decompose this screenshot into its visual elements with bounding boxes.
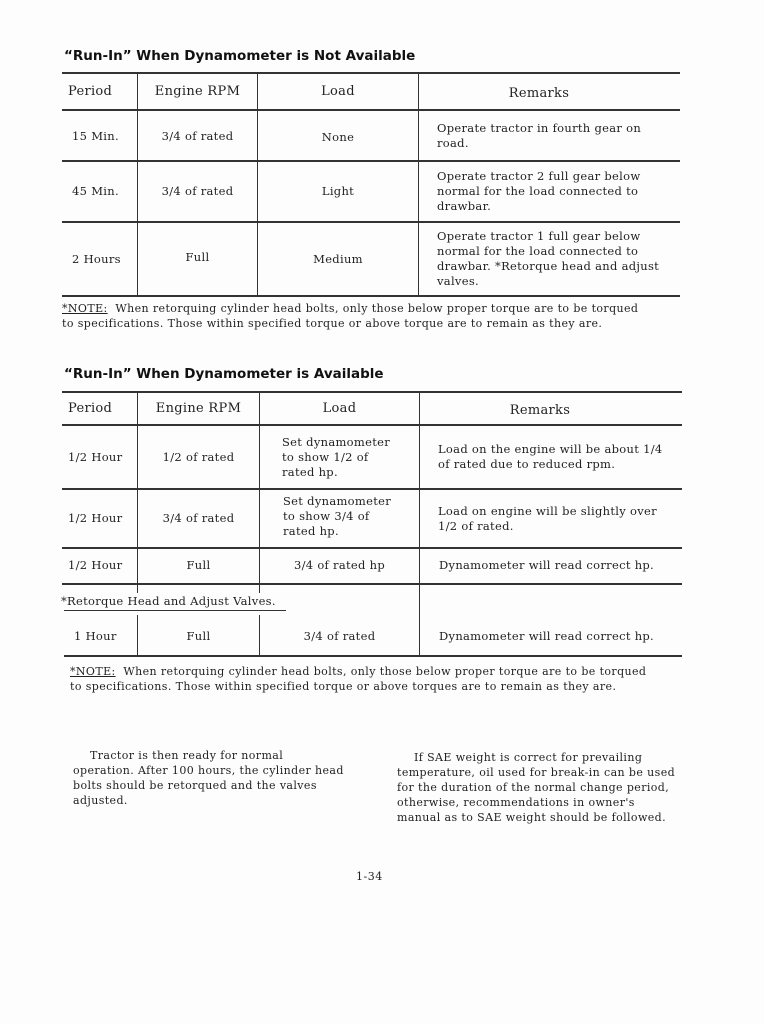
- header-period: Period: [68, 401, 113, 416]
- table-cell: Set dynamometer to show 3/4 of rated hp.: [283, 494, 392, 538]
- table-cell: 3/4 of rated: [303, 628, 376, 643]
- note-text: When retorquing cylinder head bolts, only those below proper torque are to be torqued to specifications. Those within specified torque or above torques are to remain as they are.: [70, 665, 647, 693]
- paragraph-right: If SAE weight is correct for prevailing temperature, oil used for break-in can be used for the duration of the normal change period, otherwise, recommendations in owner's manual as to SAE weight should be followed.: [397, 751, 676, 824]
- table1-note: [62, 302, 652, 331]
- table-cell: 15 Min.: [72, 128, 119, 143]
- table-cell: Dynamometer will read correct hp.: [439, 628, 655, 643]
- table-cell: Light: [321, 183, 355, 198]
- table-cell: None: [321, 129, 355, 144]
- note-text: When retorquing cylinder head bolts, only those below proper torque are to be torqued to specifications. Those within specified torque or above torque are to remain as they are.: [62, 302, 639, 330]
- header-engine-rpm: Engine RPM: [154, 83, 241, 99]
- page-number: 1-34: [356, 870, 383, 883]
- paragraph-left: Tractor is then ready for normal operation. After 100 hours, the cylinder head bolts should be retorqued and the valves adjusted.: [73, 749, 344, 807]
- table-cell: 1/2 Hour: [68, 449, 123, 464]
- table1-title: “Run-In” When Dynamometer is Not Available: [64, 48, 416, 64]
- table-cell: Operate tractor in fourth gear on road.: [437, 121, 642, 150]
- retorque-row: *Retorque Head and Adjust Valves.: [61, 593, 276, 608]
- table-cell: Set dynamometer to show 1/2 of rated hp.: [282, 434, 391, 479]
- header-remarks: Remarks: [508, 85, 570, 101]
- table-cell: 1/2 Hour: [68, 511, 123, 525]
- table-cell: 3/4 of rated: [162, 511, 235, 525]
- header-load: Load: [322, 401, 357, 416]
- table-cell: Operate tractor 1 full gear below normal for the load connected to drawbar. *Retorque head and adjust valves.: [437, 229, 660, 288]
- table-cell: Medium: [313, 251, 363, 266]
- table-cell: Full: [186, 628, 211, 643]
- table-cell: 45 Min.: [72, 183, 119, 198]
- table-cell: Load on engine will be slightly over 1/2 of rated.: [438, 503, 657, 533]
- header-period: Period: [68, 83, 113, 99]
- table-cell: 1 Hour: [74, 628, 117, 643]
- table2-title: “Run-In” When Dynamometer is Available: [64, 366, 384, 382]
- table-cell: 1/2 Hour: [68, 558, 123, 572]
- table-cell: Load on the engine will be about 1/4 of rated due to reduced rpm.: [438, 442, 663, 471]
- table-cell: 3/4 of rated hp: [293, 558, 386, 572]
- table2-note: [70, 665, 660, 694]
- table-cell: 2 Hours: [72, 251, 121, 266]
- table-cell: Full: [185, 249, 210, 264]
- note-label: *NOTE:: [70, 665, 116, 678]
- table-cell: 1/2 of rated: [162, 449, 235, 464]
- table-cell: Dynamometer will read correct hp.: [439, 558, 655, 572]
- table-cell: 3/4 of rated: [161, 183, 234, 198]
- table-cell: 3/4 of rated: [161, 128, 234, 143]
- header-remarks: Remarks: [509, 403, 571, 418]
- table-cell: Full: [186, 558, 211, 572]
- table-cell: Operate tractor 2 full gear below normal for the load connected to drawbar.: [437, 168, 641, 213]
- header-load: Load: [321, 83, 355, 99]
- header-engine-rpm: Engine RPM: [155, 401, 242, 416]
- note-label: *NOTE:: [62, 302, 108, 315]
